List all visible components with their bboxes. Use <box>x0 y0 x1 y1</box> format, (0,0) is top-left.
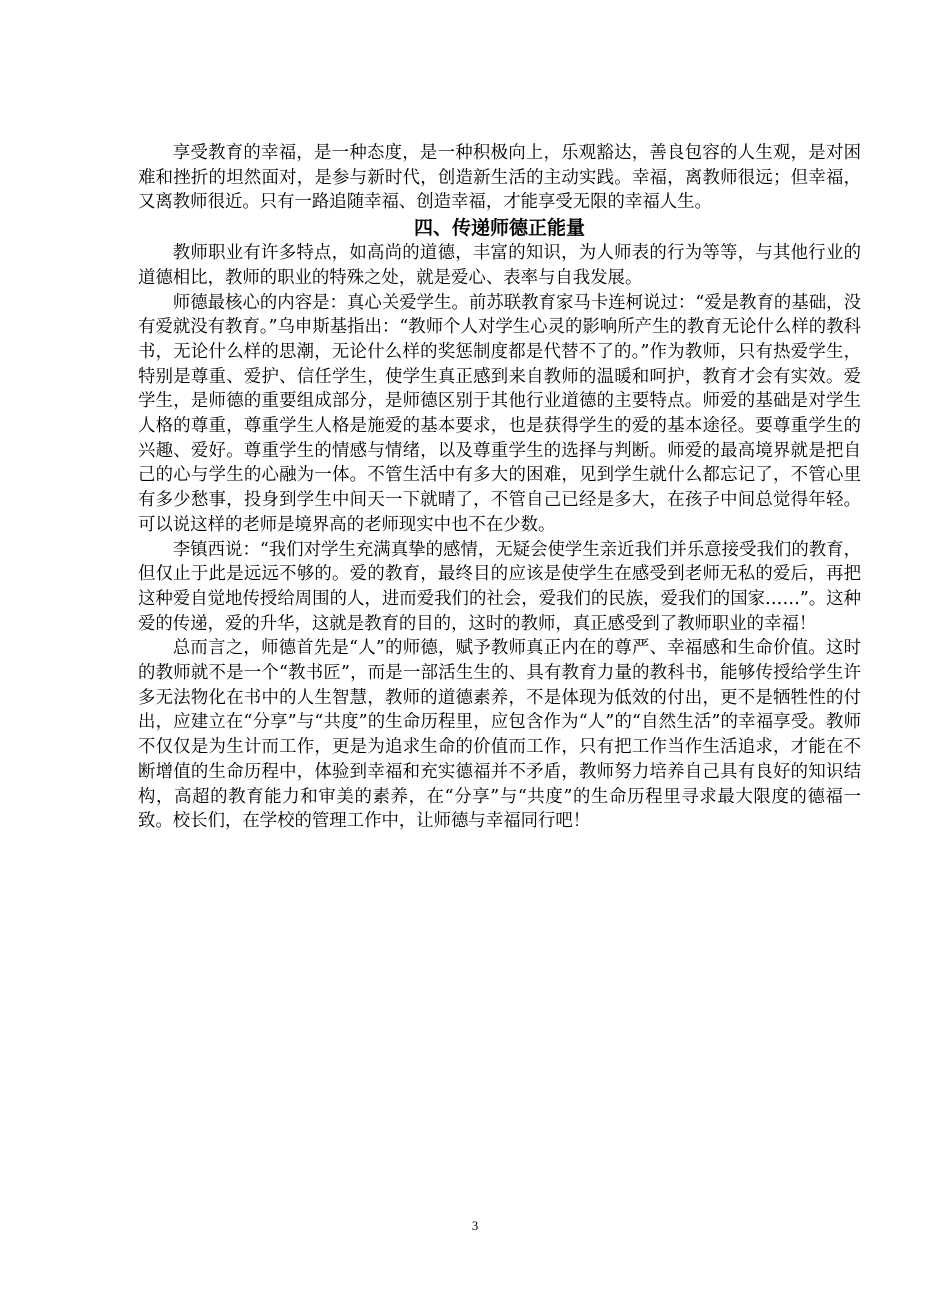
paragraph-li-zhenxi-quote: 李镇西说：“我们对学生充满真挚的感情，无疑会使学生亲近我们并乐意接受我们的教育，但仅止于此是远远不够的。爱的教育，最终目的应该是使学生在感受到老师无私的爱后，再把这种爱自觉地传授给周围的人，进而爱我们的社会，爱我们的民族，爱我们的国家……”。这种爱的传递，爱的升华，这就是教育的目的，这时的教师，真正感受到了教师职业的幸福！ <box>138 539 861 634</box>
paragraph-core-ethics: 师德最核心的内容是：真心关爱学生。前苏联教育家马卡连柯说过：“爱是教育的基础，没有爱就没有教育。”乌申斯基指出：“教师个人对学生心灵的影响所产生的教育无论什么样的教科书，无论什么样的思潮，无论什么样的奖惩制度都是代替不了的。”作为教师，只有热爱学生，特别是尊重、爱护、信任学生，使学生真正感到来自教师的温暖和呵护，教育才会有实效。爱学生，是师德的重要组成部分，是师德区别于其他行业道德的主要特点。师爱的基础是对学生人格的尊重，尊重学生人格是施爱的基本要求，也是获得学生的爱的基本途径。要尊重学生的兴趣、爱好。尊重学生的情感与情绪，以及尊重学生的选择与判断。师爱的最高境界就是把自己的心与学生的心融为一体。不管生活中有多大的困难，见到学生就什么都忘记了，不管心里有多少愁事，投身到学生中间天一下就晴了，不管自己已经是多大，在孩子中间总觉得年轻。可以说这样的老师是境界高的老师现实中也不在少数。 <box>138 292 861 535</box>
paragraph-intro: 享受教育的幸福，是一种态度，是一种积极向上，乐观豁达，善良包容的人生观，是对困难和挫折的坦然面对，是参与新时代，创造新生活的主动实践。幸福，离教师很远；但幸福，又离教师很近。只有一路追随幸福、创造幸福，才能享受无限的幸福人生。 <box>138 143 861 213</box>
section-heading: 四、传递师德正能量 <box>413 217 585 240</box>
paragraph-conclusion: 总而言之，师德首先是“人”的师德，赋予教师真正内在的尊严、幸福感和生命价值。这时的教师就不是一个“教书匠”，而是一部活生生的、具有教育力量的教科书，能够传授给学生许多无法物化在书中的人生智慧，教师的道德素养，不是体现为低效的付出，更不是牺牲性的付出，应建立在“分享”与“共度”的生命历程里，应包含作为“人”的“自然生活”的幸福享受。教师不仅仅是为生计而工作，更是为追求生命的价值而工作，只有把工作当作生活追求，才能在不断增值的生命历程中，体验到幸福和充实德福并不矛盾，教师努力培养自己具有良好的知识结构，高超的教育能力和审美的素养，在“分享”与“共度”的生命历程里寻求最大限度的德福一致。校长们，在学校的管理工作中，让师德与幸福同行吧！ <box>138 638 861 832</box>
paragraph-teacher-profession: 教师职业有许多特点，如高尚的道德，丰富的知识，为人师表的行为等等，与其他行业的道德相比，教师的职业的特殊之处，就是爱心、表率与自我发展。 <box>138 243 861 288</box>
page-body <box>138 141 861 834</box>
page-number: 3 <box>471 1218 479 1233</box>
